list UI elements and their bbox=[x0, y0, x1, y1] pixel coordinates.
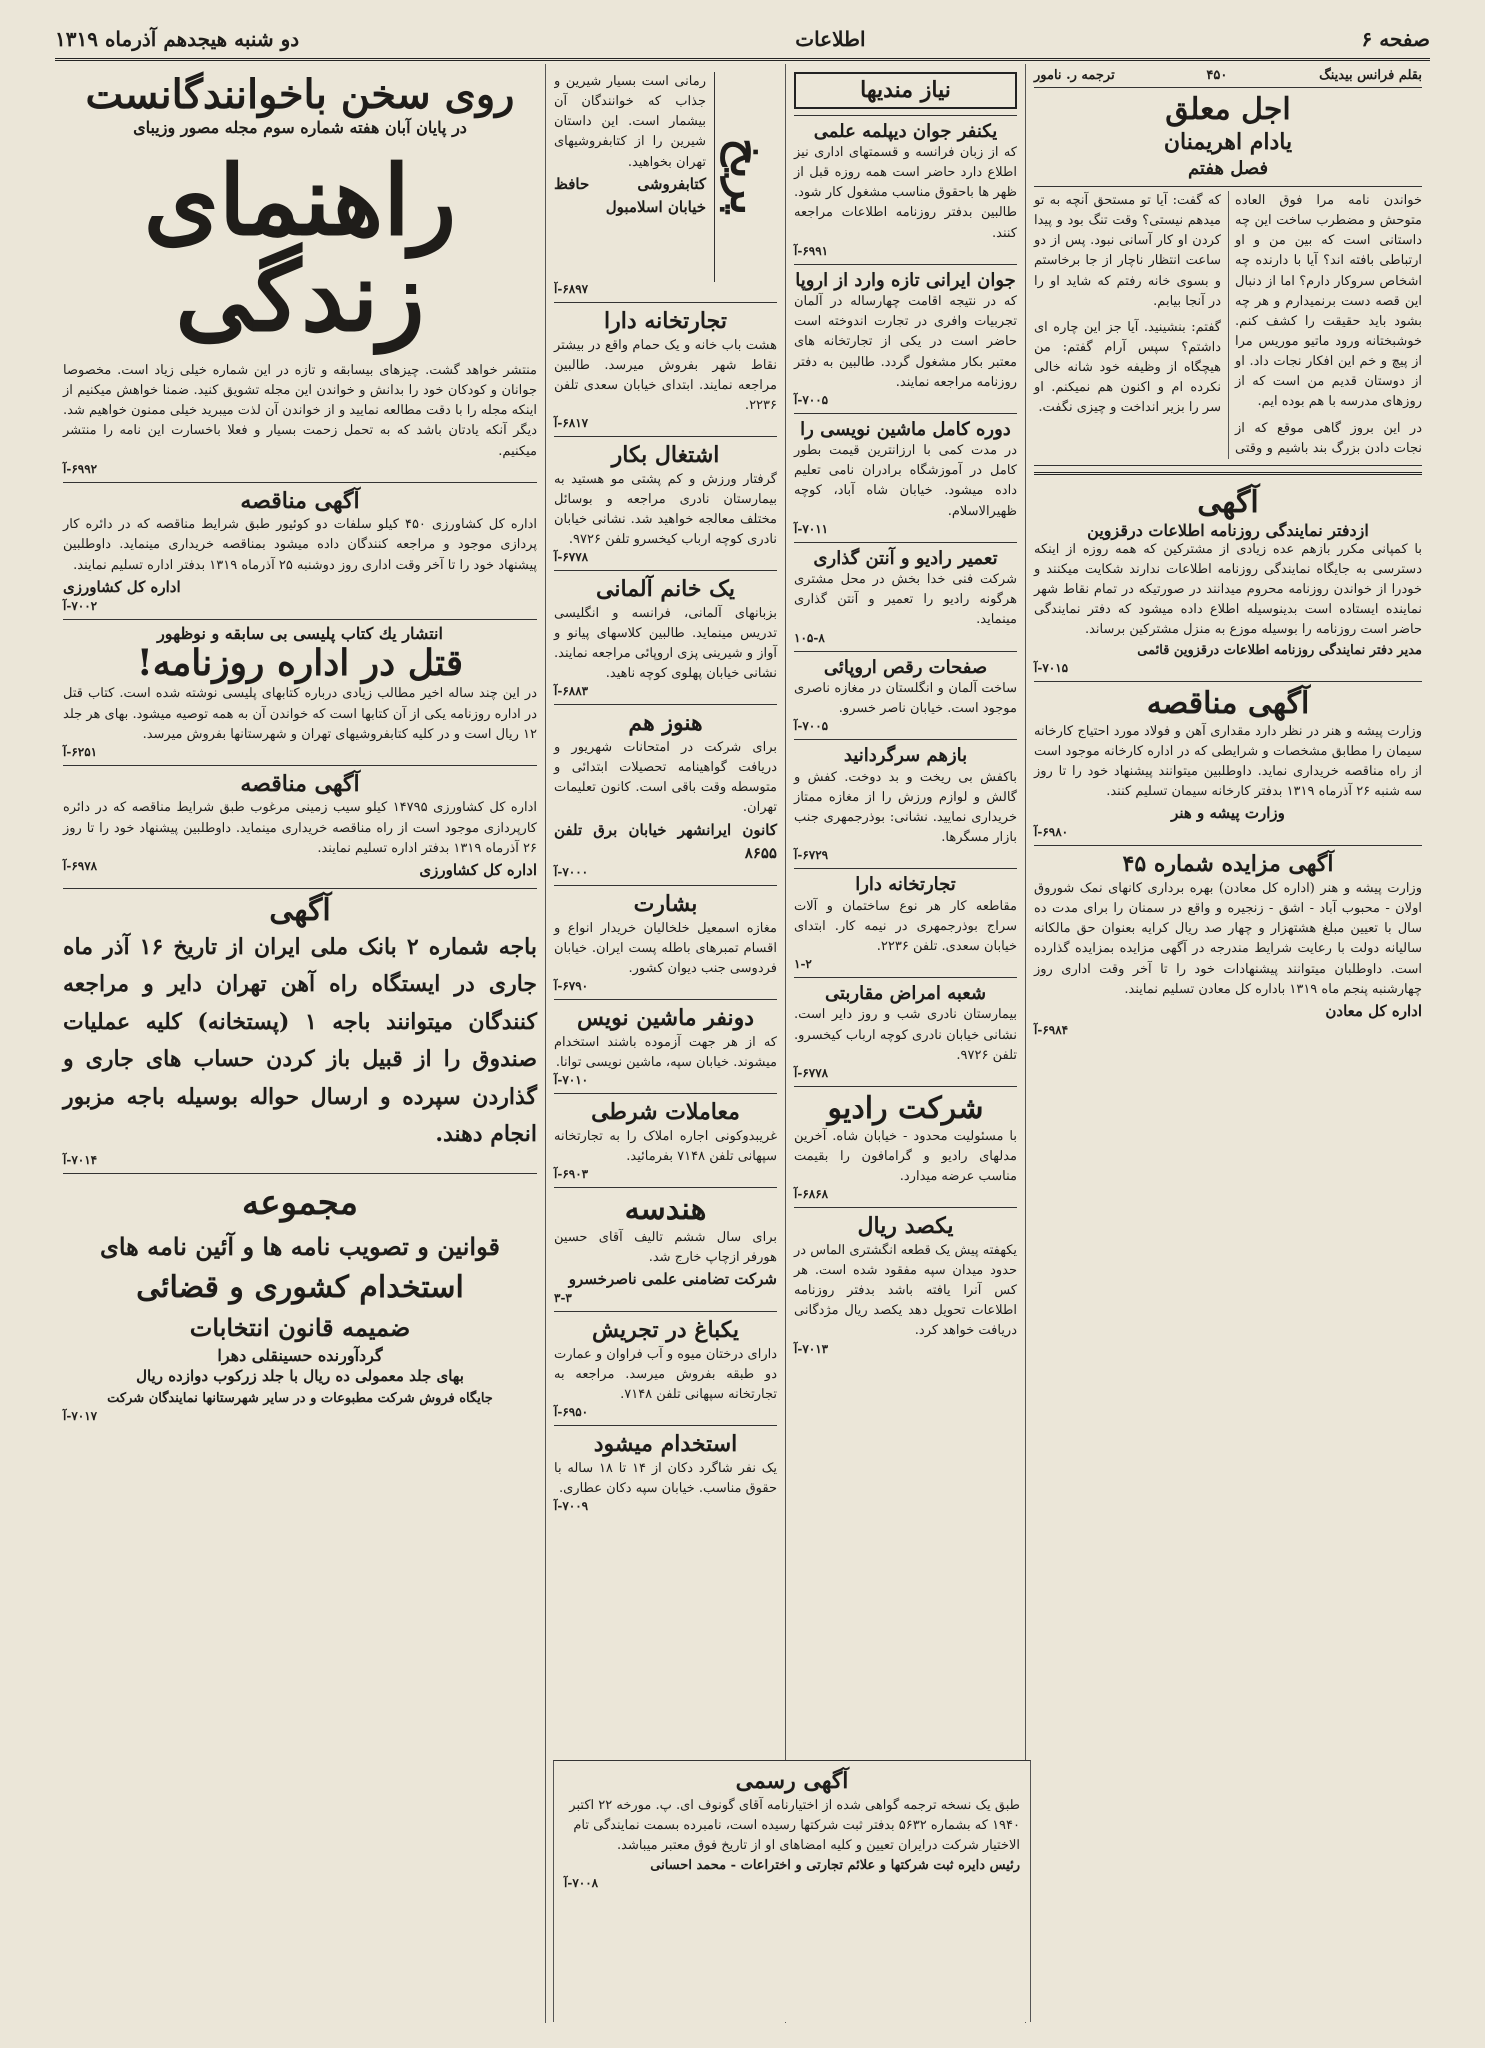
tender-body: اداره کل کشاورزی ۱۴۷۹۵ کیلو سیب زمینی مرغوب طبق شرایط مناقصه که در دائره کارپردازی موجود است از راه مناقصه خریداری مینماید. داوطلبین پیشنهاد خود را تا روز ۲۶ آذرماه ۱۳۱۹ بدفتر اداره تسلیم نمایند. bbox=[63, 800, 537, 856]
issue-date: دو شنبه هیجدهم آذرماه ۱۳۱۹ bbox=[55, 27, 300, 51]
ad-ref: ۶۸۶۸-آ bbox=[794, 1187, 829, 1202]
official-body: طبق یک نسخه ترجمه گواهی شده از اختیارنامه آقای گونوف ای. پ. مورخه ۲۲ اکتبر ۱۹۴۰ که بشماره ۵۶۳۲ بدفتر ثبت شرکتها رسیده است، نامبرده بسمت نمایندگی تام الاختیار شرکت درایران تعیین و کلیه امضاهای او از تاریخ فوق معتبر میباشد. bbox=[569, 1797, 1020, 1853]
ad-ref: ۷۰۰۰-آ bbox=[554, 865, 589, 880]
ad-title: آگهی bbox=[1197, 484, 1259, 520]
ad-ref: ۱-۲ bbox=[794, 956, 812, 971]
ad-title: دوره کامل ماشین نویسی را bbox=[800, 418, 1011, 440]
tender-ad bbox=[1034, 682, 1422, 847]
serial-title: اجل معلق bbox=[1165, 92, 1291, 127]
ad-body: بزبانهای آلمانی، فرانسه و انگلیسی تدریس مینماید. طالبین کلاسهای پیانو و آواز و شیرینی پزی اروپائی مراجعه نمایند. نشانی خیابان پهلوی کوچه ناهید. bbox=[554, 605, 777, 682]
ad-body: برای سال ششم تالیف آقای حسین هورفر ازچاپ خارج شد. bbox=[554, 1229, 777, 1266]
tender-sign: اداره کل کشاورزی bbox=[63, 577, 181, 596]
auction-ad bbox=[1034, 846, 1422, 1043]
serial-byline bbox=[1034, 68, 1422, 88]
ad-ref: ۶۹۸۰-آ bbox=[1034, 825, 1069, 840]
tender-body: اداره کل کشاورزی ۴۵۰ کیلو سلفات دو کوئیور طبق شرایط مناقصه که در دائره کار پردازی موجود و مراجعه کنندگان داده میشود بمناقصه خریداری مینماید. داوطلبین پیشنهاد خود را تا آخر وقت اداری روز دوشنبه ۲۵ آذرماه ۱۳۱۹ بدفتر اداره تسلیم نمایند. bbox=[63, 517, 537, 573]
magazine-body: منتشر خواهد گشت. چیزهای بیسابقه و تازه در این شماره خیلی زیاد است. مخصوصا جوانان و کودکان خود را بدانش و خواندن این مجله تشویق کنید. ضمنا خواهش میکنیم از اینکه مجله را با دقت مطالعه نمایید و از خواندن آن لذت میبرید خیلی ممنون خواهیم شد. دیگر آنکه یادتان باشد که به تحمل زحمت بسیار و فعلا باخسارت این نامه را منتشر میکنیم. bbox=[63, 363, 537, 459]
ad-body: دارای درختان میوه و آب فراوان و عمارت دو طبقه بفروش میرسد. مراجعه به تجارتخانه سپهانی تلفن ۷۱۴۸. bbox=[554, 1347, 777, 1403]
ad-ref: ۶۹۸۴-آ bbox=[1034, 1023, 1069, 1038]
book-kicker: انتشار یك كتاب پلیسی بی سابقه و نوظهور bbox=[157, 623, 443, 643]
collection-line1: قوانین و تصویب نامه ها و آئین نامه های bbox=[100, 1232, 500, 1262]
classified-ad bbox=[554, 886, 777, 1000]
classified-ad bbox=[794, 1087, 1017, 1208]
novel-ad bbox=[554, 68, 777, 303]
ad-body: برای شرکت در امتحانات شهریور و دریافت گواهینامه تحصیلات ابتدائی و متوسطه وقت باقی است. کانون تعلیمات تهران. bbox=[554, 740, 777, 816]
official-title: آگهی رسمی bbox=[735, 1768, 849, 1794]
serial-body-c: گفتم: بنشینید. آیا جز این چاره ای داشتم؟ سپس آرام گفتم: من هیچگاه از وظیفه خود شانه خالی نکرده ام و اکنون هم نمیکنم. او سر را بزیر انداخت و چیزی نگفت. bbox=[1034, 319, 1221, 416]
ad-ref: ۷۰۱۰-آ bbox=[554, 1073, 589, 1088]
classified-ad bbox=[554, 437, 777, 571]
ad-body: مغازه اسمعیل خلخالیان خریدار انواع و اقسام تمبرهای باطله پست ایران. خیابان فردوسی جنب دیوان کشور. bbox=[554, 920, 777, 976]
ad-ref: ۶۸۸۳-آ bbox=[554, 684, 589, 699]
tender-title: آگهی مناقصه bbox=[240, 770, 360, 797]
ad-signature: اداره کل معادن bbox=[1325, 1001, 1422, 1020]
ad-title: شرکت رادیو bbox=[827, 1090, 984, 1126]
ad-sub: کتابفروشی حافظ خیابان اسلامبول bbox=[554, 174, 706, 216]
column-classifieds-b bbox=[545, 64, 785, 2023]
magazine-ref: ۶۹۹۲-آ bbox=[63, 461, 98, 476]
collection-ref: ۷۰۱۷-آ bbox=[63, 1408, 98, 1423]
divider bbox=[1034, 472, 1422, 475]
tender-footer bbox=[63, 859, 537, 882]
ad-ref: ۶۸۱۷-آ bbox=[554, 416, 589, 431]
official-notice bbox=[553, 1760, 1031, 2022]
ad-sub: شرکت تضامنی علمی ناصرخسرو bbox=[568, 1270, 777, 1289]
collection-ad bbox=[63, 1174, 537, 1428]
ad-ref: ۳-۳ bbox=[554, 1291, 572, 1306]
ad-ref: ۱۰۵-۸ bbox=[794, 630, 825, 645]
ad-title: آگهی مناقصه bbox=[1146, 685, 1310, 721]
classified-title: نیاز مندیها bbox=[794, 72, 1017, 109]
ad-body: وزارت پیشه و هنر در نظر دارد مقداری آهن و فولاد مورد احتیاج کارخانه سیمان را مطابق مشخصات و شرایطی که در اداره کارخانه موجود است از راه مناقصه خریداری نماید. داوطلبین میتوانند پیشنهاد خود را تا روز سه شنبه ۲۶ آذرماه ۱۳۱۹ بدفتر کارخانه سیمان تسلیم کنند. bbox=[1034, 723, 1422, 800]
book-body: در این چند ساله اخیر مطالب زیادی درباره کتابهای پلیسی نوشته شده است. کتاب قتل در اداره روزنامه یکی از آن کتابها است که خواندن آن به همه توصیه میشود. بهای هر جلد ۱۲ ریال است و در کلیه کتابفروشیهای تهران و شهرستانها بفروش میرسد. bbox=[63, 686, 537, 742]
classified-ad bbox=[554, 1312, 777, 1426]
classified-ad bbox=[794, 652, 1017, 741]
collection-line3: ضمیمه قانون انتخابات bbox=[189, 1313, 411, 1343]
ad-body: بیمارستان نادری شب و روز دایر است. نشانی خیابان نادری کوچه ارباب کیخسرو. تلفن ۹۷۲۶. bbox=[794, 1007, 1017, 1063]
magazine-deck: در پایان آبان هفته شماره سوم مجله مصور وزیبای bbox=[133, 118, 467, 137]
serial-body-a: خواندن نامه مرا فوق العاده متوحش و مضطرب ساخت این چه داستانی است که بین من و او ارتباطی بافته اند؟ آیا با دارنده چه اشخاص سروکار دارم؟ اما از دنبال این قصه دست برنمیدارم و هر چه بشود باید حقیقت را کشف کنم. خوشبختانه ورود ماتیو موریس مرا از پیچ و خم این افکار نجات داد. او از دوستان قدیم من است که از روزهای مدرسه با هم بوده ایم. bbox=[1235, 192, 1422, 410]
classified-ad bbox=[554, 705, 777, 886]
ad-body: شرکت فنی خدا بخش در محل مشتری هرگونه رادیو را تعمیر و آنتن گذاری مینماید. bbox=[794, 572, 1017, 628]
collection-author: گردآورنده حسینقلی دهرا bbox=[217, 1346, 383, 1366]
classified-ad bbox=[794, 869, 1017, 978]
ad-ref: ۷۰۰۵-آ bbox=[794, 392, 829, 407]
tender-ad-1 bbox=[63, 483, 537, 620]
tender-sign: اداره کل کشاورزی bbox=[419, 860, 537, 879]
ad-body: وزارت پیشه و هنر (اداره کل معادن) بهره برداری کانهای نمک شوروق اولان - محبوب آباد - اشق - زنجیره و واقع در سمنان را برای مدت ده سال با تعیین مبلغ هشتهزار و چهار صد ریال کرایه بعنوان حق مالکانه سالیانه دولت با رعایت شرایط مندرجه در آگهی مزایده بمزایده گذارده است. داوطلبان میتوانند پیشنهادات خود را تا آخر وقت اداری روز چهارشنبه پنجم ماه ۱۳۱۹ باداره کل معادن تسلیم نمایند. bbox=[1034, 881, 1422, 997]
collection-line2: استخدام کشوری و قضائی bbox=[136, 1270, 464, 1306]
magazine-title: راهنمای زندگی bbox=[143, 144, 457, 353]
classified-ad bbox=[794, 543, 1017, 652]
ad-ref: ۷۰۱۵-آ bbox=[1034, 660, 1069, 675]
bank-notice bbox=[63, 889, 537, 1174]
ad-body: با کمپانی مکرر بازهم عده زیادی از مشترکین که همه روزه از اینکه دسترسی به جایگاه نمایندگی روزنامه اطلاعات ندارند شکایت میکنند و خودرا از خواندن روزنامه محروم میدانند در صورتیکه در تمام نقاط شهر نماینده ایستاده است بدینوسیله اطلاع داده میشود که دفتر نمایندگی حاضر است روزنامه را بوسیله موزع به منزل مشترکین برساند. bbox=[1034, 541, 1422, 638]
ad-title: جوان ایرانی تازه وارد از اروپا bbox=[795, 269, 1016, 291]
ad-title: هنوز هم bbox=[628, 710, 703, 737]
classified-ad bbox=[554, 303, 777, 437]
serial-number: ۴۵۰ bbox=[1206, 68, 1228, 83]
ad-title: یک خانم آلمانی bbox=[596, 576, 735, 603]
ad-ref: ۶۹۰۳-آ bbox=[554, 1166, 589, 1181]
collection-title: مجموعه bbox=[242, 1183, 358, 1224]
classified-ad bbox=[794, 1208, 1017, 1361]
ad-title: صفحات رقص اروپائی bbox=[823, 656, 988, 678]
collection-seller: جایگاه فروش شرکت مطبوعات و در سایر شهرستانها نمایندگان شرکت bbox=[107, 1390, 493, 1406]
masthead bbox=[55, 20, 1430, 61]
ad-ref: ۷۰۱۱-آ bbox=[794, 521, 829, 536]
book-title: قتل در اداره روزنامه! bbox=[136, 641, 464, 684]
official-ref: ۷۰۰۸-آ bbox=[564, 1876, 599, 1891]
ad-ref: ۷۰۰۵-آ bbox=[794, 719, 829, 734]
ad-title: یکباغ در تجریش bbox=[591, 1317, 740, 1344]
ad-title: استخدام میشود bbox=[593, 1431, 738, 1458]
ad-subtitle: ازدفتر نمایندگی روزنامه اطلاعات درقزوین bbox=[1087, 520, 1369, 540]
tender-ref: ۶۹۷۸-آ bbox=[63, 858, 98, 873]
magazine-ad bbox=[63, 68, 537, 483]
ad-ref: ۶۷۷۸-آ bbox=[794, 1065, 829, 1080]
classified-ad bbox=[554, 1426, 777, 1519]
column-features bbox=[55, 64, 545, 2023]
ad-sub: کانون ایرانشهر خیابان برق تلفن ۸۶۵۵ bbox=[554, 820, 777, 862]
ad-body: گرفتار ورزش و کم پشتی مو هستید به بیمارستان نادری مراجعه و بوسائل مختلف معالجه خواهید شد. نشانی خیابان نادری کوچه ارباب کیخسرو تلفن ۹۷۲۶. bbox=[554, 471, 777, 548]
ad-title: تعمیر رادیو و آنتن گذاری bbox=[813, 547, 998, 569]
column-classifieds-a bbox=[785, 64, 1025, 2023]
tender-ref: ۷۰۰۲-آ bbox=[63, 598, 98, 613]
ad-body: که از زبان فرانسه و قسمتهای اداری نیز اطلاع دارد حاضر است همه روزه قبل از ظهر ها باحقوق مناسب مشغول کار شود. طالبین بدفتر روزنامه اطلاعات مراجعه کنند. bbox=[794, 144, 1017, 241]
ad-body: با مسئولیت محدود - خیابان شاه. آخرین مدلهای رادیو و گرامافون را بقیمت مناسب عرضه میدارد. bbox=[794, 1128, 1017, 1185]
ad-title: معاملات شرطی bbox=[591, 1099, 740, 1126]
ad-body: باکفش بی ریخت و بد دوخت. کفش و گالش و لوازم ورزش را از مغازه ممتاز خریداری نمایید. نشانی: بوذرجمهری جنب بازار مسگرها. bbox=[794, 769, 1017, 846]
ad-title: تجارتخانه دارا bbox=[604, 308, 727, 334]
novel-title-box bbox=[714, 72, 777, 282]
ad-signature: مدیر دفتر نمایندگی روزنامه اطلاعات درقزوین قائمی bbox=[1137, 642, 1422, 658]
ad-ref: ۶۹۵۰-آ bbox=[554, 1405, 589, 1420]
ad-body: که از هر جهت آزموده باشند استخدام میشوند. خیابان سپه، ماشین نویسی توانا. bbox=[554, 1034, 777, 1070]
classified-ad bbox=[554, 1000, 777, 1094]
classified-ad bbox=[794, 414, 1017, 543]
ad-body: هشت باب خانه و یک حمام واقع در بیشتر نقاط شهر بفروش میرسد. طالبین مراجعه نمایند. ابتدای خیابان سعدی تلفن ۲۲۳۶. bbox=[554, 337, 777, 414]
novel-title: پریخ bbox=[720, 138, 772, 216]
book-ref: ۶۲۵۱-آ bbox=[63, 744, 98, 759]
classified-ad bbox=[794, 265, 1017, 414]
paper-name: اطلاعات bbox=[795, 27, 866, 51]
classified-ad bbox=[794, 978, 1017, 1087]
ad-ref: ۶۷۷۸-آ bbox=[554, 550, 589, 565]
ad-title: هندسه bbox=[624, 1191, 707, 1227]
ad-title: بازهم سرگردانید bbox=[843, 745, 968, 767]
serial-header bbox=[1034, 88, 1422, 187]
ad-body: یکهفته پیش یک قطعه انگشتری الماس در حدود میدان سپه مفقود شده است. هر کس آنرا یافته باشد بدفتر روزنامه اطلاعات تحویل دهد یکصد ریال مژدگانی دریافت خواهد کرد. bbox=[794, 1242, 1017, 1339]
column-serial bbox=[1025, 64, 1430, 2023]
ad-ref: ۶۹۹۱-آ bbox=[794, 243, 829, 258]
qazvin-ad bbox=[1034, 481, 1422, 682]
collection-price: بهای جلد معمولی ده ریال با جلد زرکوب دوازده ریال bbox=[136, 1367, 464, 1386]
ad-title: اشتغال بکار bbox=[611, 442, 720, 469]
serial-body-b: در این بروز گاهی موقع که از نجات دادن بزرگ بند باشیم و وقتی که گفت: آیا تو مستحق آنچه به تو میدهم نیستی؟ وقت تنگ بود و پیدا کردن او کار آسانی نبود. پس از دو ساعت انتظار ناچار از جا برخاستم و بسوی خانه رفتم که شاید او را در آنجا بیابم. bbox=[1034, 192, 1422, 456]
serial-body bbox=[1034, 187, 1422, 466]
ad-body: مقاطعه کار هر نوع ساختمان و آلات سراج بوذرجمهری در نیمه کار. ابتدای خیابان سعدی. تلفن ۲۲۳۶. bbox=[794, 898, 1017, 954]
official-signature: رئیس دایره ثبت شرکتها و علائم تجارتی و اختراعات - محمد احسانی bbox=[650, 1858, 1020, 1874]
ad-body: ساخت آلمان و انگلستان در مغازه ناصری موجود است. خیابان ناصر خسرو. bbox=[794, 680, 1017, 717]
classified-ad bbox=[554, 571, 777, 705]
book-ad bbox=[63, 620, 537, 766]
magazine-headline: روی سخن باخوانندگانست bbox=[85, 71, 515, 118]
page-number: صفحه ۶ bbox=[1361, 27, 1430, 51]
ad-body: رمانی است بسیار شیرین و جذاب که خوانندگان آن بیشمار است. این داستان شیرین را از کتابفروشیهای تهران بخواهید. bbox=[554, 74, 706, 170]
classified-ad bbox=[554, 1188, 777, 1313]
ad-title: آگهی مزایده شماره ۴۵ bbox=[1122, 851, 1334, 878]
serial-subtitle: یادام اهریمنان bbox=[1163, 129, 1293, 155]
ad-title: یکنفر جوان دیپلمه علمی bbox=[813, 120, 998, 142]
classified-ad bbox=[554, 1094, 777, 1188]
serial-chapter: فصل هفتم bbox=[1187, 157, 1269, 179]
notice-title: آگهی bbox=[269, 893, 331, 929]
ad-ref: ۶۷۹۰-آ bbox=[554, 979, 589, 994]
classified-ad bbox=[794, 740, 1017, 869]
ad-ref: ۷۰۱۳-آ bbox=[794, 1341, 829, 1356]
ad-title: یکصد ریال bbox=[857, 1213, 954, 1240]
ad-title: تجارتخانه دارا bbox=[855, 874, 956, 896]
notice-body: باجه شماره ۲ بانک ملی ایران از تاریخ ۱۶ آذر ماه جاری در ایستگاه راه آهن تهران دایر و مراجعه کنندگان میتوانند باجه ۱ (پستخانه) کلیه عملیات صندوق را از قبیل باز کردن حساب های جاری و گذاردن سپرده و ارسال حواله بوسیله باجه مزبور انجام دهند. bbox=[63, 934, 537, 1147]
ad-ref: ۷۰۰۹-آ bbox=[554, 1499, 589, 1514]
classified-ad bbox=[794, 116, 1017, 265]
serial-translator: ترجمه ر. نامور bbox=[1034, 68, 1115, 83]
serial-author: بقلم فرانس بیدینگ bbox=[1319, 68, 1422, 83]
ad-body: غریبدوکونی اجاره املاک را به تجارتخانه سپهانی تلفن ۷۱۴۸ بفرمائید. bbox=[554, 1128, 777, 1164]
notice-ref: ۷۰۱۴-آ bbox=[63, 1153, 98, 1168]
ad-title: دونفر ماشین نویس bbox=[576, 1005, 755, 1032]
ad-ref: ۶۸۹۷-آ bbox=[554, 282, 589, 296]
ad-signature: وزارت پیشه و هنر bbox=[1171, 804, 1285, 823]
columns bbox=[55, 64, 1430, 2023]
ad-title: شعبه امراض مقاربتی bbox=[824, 982, 987, 1004]
ad-ref: ۶۷۲۹-آ bbox=[794, 848, 829, 863]
ad-body: در مدت کمی با ارزانترین قیمت بطور کامل در آموزشگاه برادران نامی تعلیم داده میشود. خیابان شاه آباد، کوچه ظهیرالاسلام. bbox=[794, 443, 1017, 519]
tender-title: آگهی مناقصه bbox=[240, 487, 360, 514]
tender-ad-2 bbox=[63, 766, 537, 889]
classified-header bbox=[794, 68, 1017, 116]
ad-title: بشارت bbox=[633, 891, 698, 918]
ad-body: یک نفر شاگرد دکان از ۱۴ تا ۱۸ ساله با حقوق مناسب. خیابان سپه دکان عطاری. bbox=[554, 1461, 777, 1497]
ad-body: که در نتیجه اقامت چهارساله در آلمان تجربیات وافری در تجارت اندوخته است حاضر است در یکی از تجارتخانه های معتبر بکار مشغول گردد. طالبین به دفتر روزنامه مراجعه نمایند. bbox=[794, 294, 1017, 390]
